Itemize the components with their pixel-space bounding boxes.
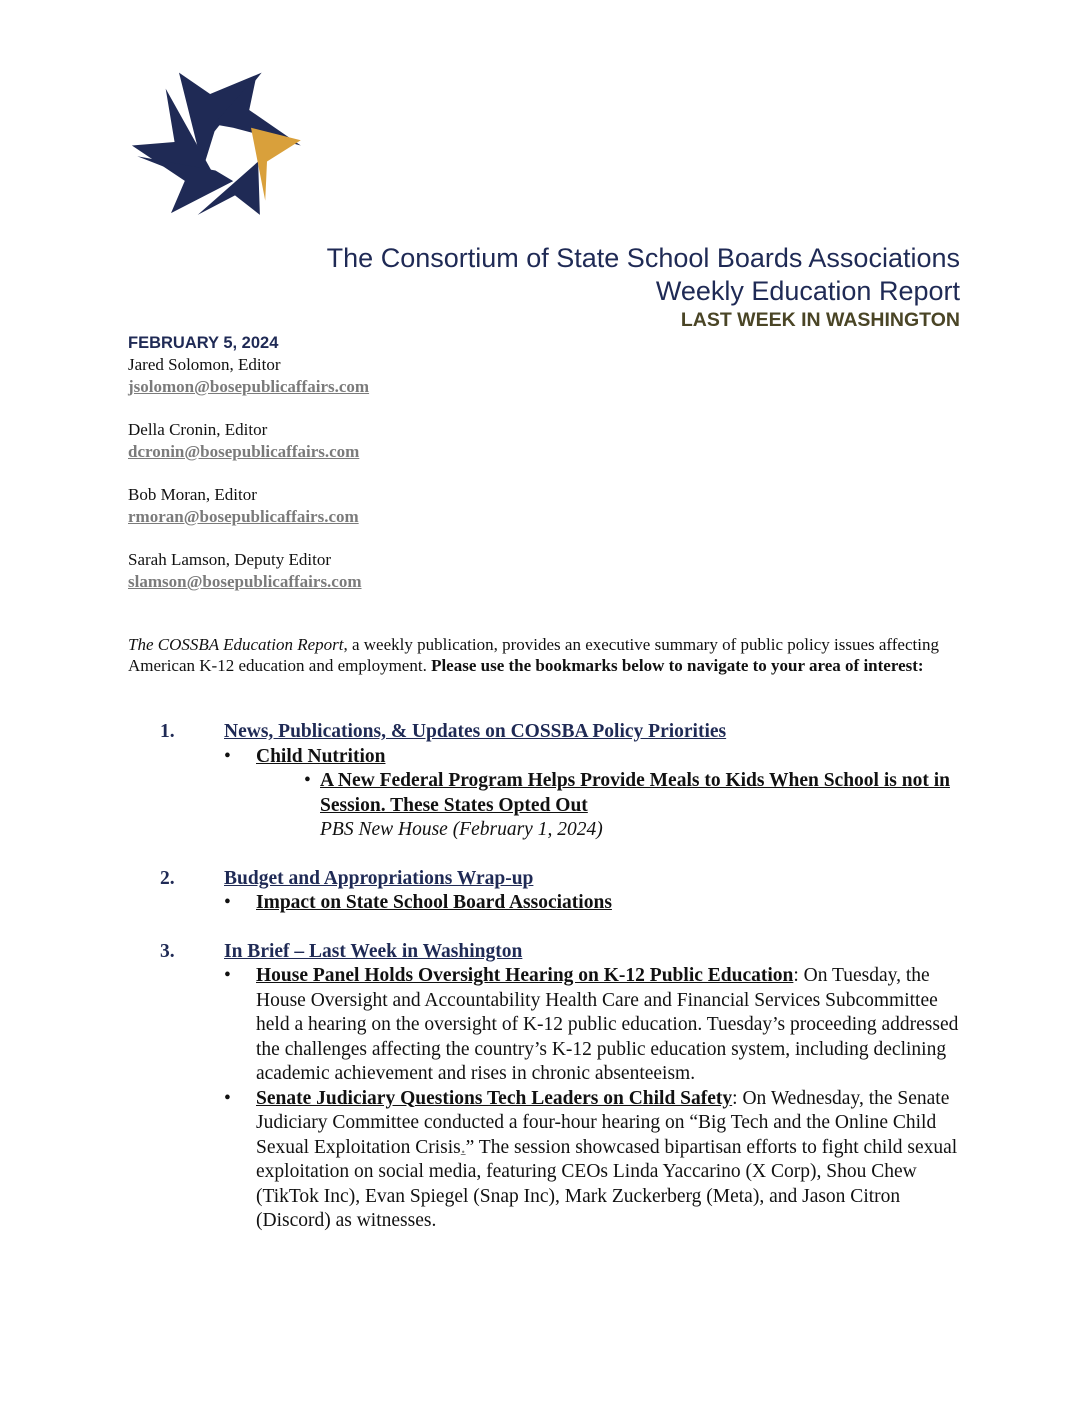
cossba-star-logo-icon	[128, 62, 310, 222]
bullet-link[interactable]: House Panel Holds Oversight Hearing on K-12 Public Education	[256, 965, 794, 986]
editor-name: Sarah Lamson, Deputy Editor	[128, 550, 332, 569]
editor-entry	[128, 419, 369, 462]
article-source: PBS New House (February 1, 2024)	[320, 819, 603, 840]
masthead	[128, 333, 369, 614]
toc-sub-bullet	[304, 769, 962, 843]
brief-summary: : On Wednesday, the Senate Judiciary Committee conducted a four-hour hearing on “Big Tech and the Online Child Sexual Exploitation Crisis	[256, 1087, 950, 1158]
editor-name: Jared Solomon, Editor	[128, 355, 281, 374]
toc-bullet	[224, 1087, 962, 1234]
section-number: 1.	[160, 721, 175, 742]
toc-section-1	[128, 720, 962, 843]
report-date: FEBRUARY 5, 2024	[128, 334, 279, 352]
editor-email-link[interactable]: dcronin@bosepublicaffairs.com	[128, 442, 360, 461]
report-name: Weekly Education Report	[655, 276, 960, 306]
bullet-link[interactable]: Impact on State School Board Associations	[256, 892, 612, 913]
toc-bullet	[224, 964, 962, 1087]
editor-entry	[128, 549, 369, 592]
toc-bullet	[224, 745, 962, 770]
toc-bullet	[224, 891, 962, 916]
hearing-link[interactable]: .	[460, 1136, 466, 1158]
section-title-link[interactable]: In Brief – Last Week in Washington	[224, 940, 523, 962]
intro-paragraph	[128, 634, 958, 676]
editor-name: Bob Moran, Editor	[128, 485, 257, 504]
section-title-link[interactable]: Budget and Appropriations Wrap-up	[224, 867, 534, 889]
section-number: 3.	[160, 940, 175, 962]
table-of-contents	[128, 720, 962, 1258]
editor-email-link[interactable]: jsolomon@bosepublicaffairs.com	[128, 377, 370, 396]
publication-name: The COSSBA Education Report	[128, 635, 344, 654]
bullet-icon: •	[224, 745, 231, 767]
section-number: 2.	[160, 867, 175, 889]
editor-name: Della Cronin, Editor	[128, 420, 268, 439]
bullet-icon: •	[304, 770, 311, 791]
editor-email-link[interactable]: slamson@bosepublicaffairs.com	[128, 572, 362, 591]
toc-section-3	[128, 940, 962, 1234]
editor-email-link[interactable]: rmoran@bosepublicaffairs.com	[128, 507, 359, 526]
intro-description: , a weekly publication, provides an executive summary of public policy issues affecting American K-12 education and employment.	[128, 635, 939, 675]
brief-summary: : On Tuesday, the House Oversight and Accountability Health Care and Financial Services Subcommittee held a hearing on the oversight of K-12 public education. Tuesday’s proceeding addressed the challenges affecting the country’s K-12 public education system, including declining academic achievement and rises in chronic absenteeism.	[256, 965, 959, 1084]
brief-summary-continued: ” The session showcased bipartisan efforts to fight child sexual exploitation on social media, featuring CEOs Linda Yaccarino (X Corp), Shou Chew (TikTok Inc), Evan Spiegel (Snap Inc), Mark Zuckerberg (Meta), and Jason Citron (Discord) as witnesses.	[256, 1136, 958, 1231]
bullet-link[interactable]: Senate Judiciary Questions Tech Leaders on Child Safety	[256, 1087, 733, 1109]
bullet-icon: •	[224, 892, 231, 913]
section-title-link[interactable]: News, Publications, & Updates on COSSBA Policy Priorities	[224, 721, 727, 742]
bullet-icon: •	[224, 965, 231, 986]
bullet-icon: •	[224, 1087, 231, 1109]
report-tagline: LAST WEEK IN WASHINGTON	[680, 309, 960, 331]
bullet-link[interactable]: Child Nutrition	[256, 745, 386, 767]
report-header	[327, 242, 960, 332]
toc-section-2	[128, 867, 962, 916]
editor-entry	[128, 354, 369, 397]
editor-entry	[128, 484, 369, 527]
intro-instruction: Please use the bookmarks below to navigate to your area of interest:	[431, 656, 924, 675]
org-name: The Consortium of State School Boards Associations	[326, 243, 960, 273]
article-link[interactable]: A New Federal Program Helps Provide Meals to Kids When School is not in Session. These States Opted Out	[320, 770, 950, 816]
